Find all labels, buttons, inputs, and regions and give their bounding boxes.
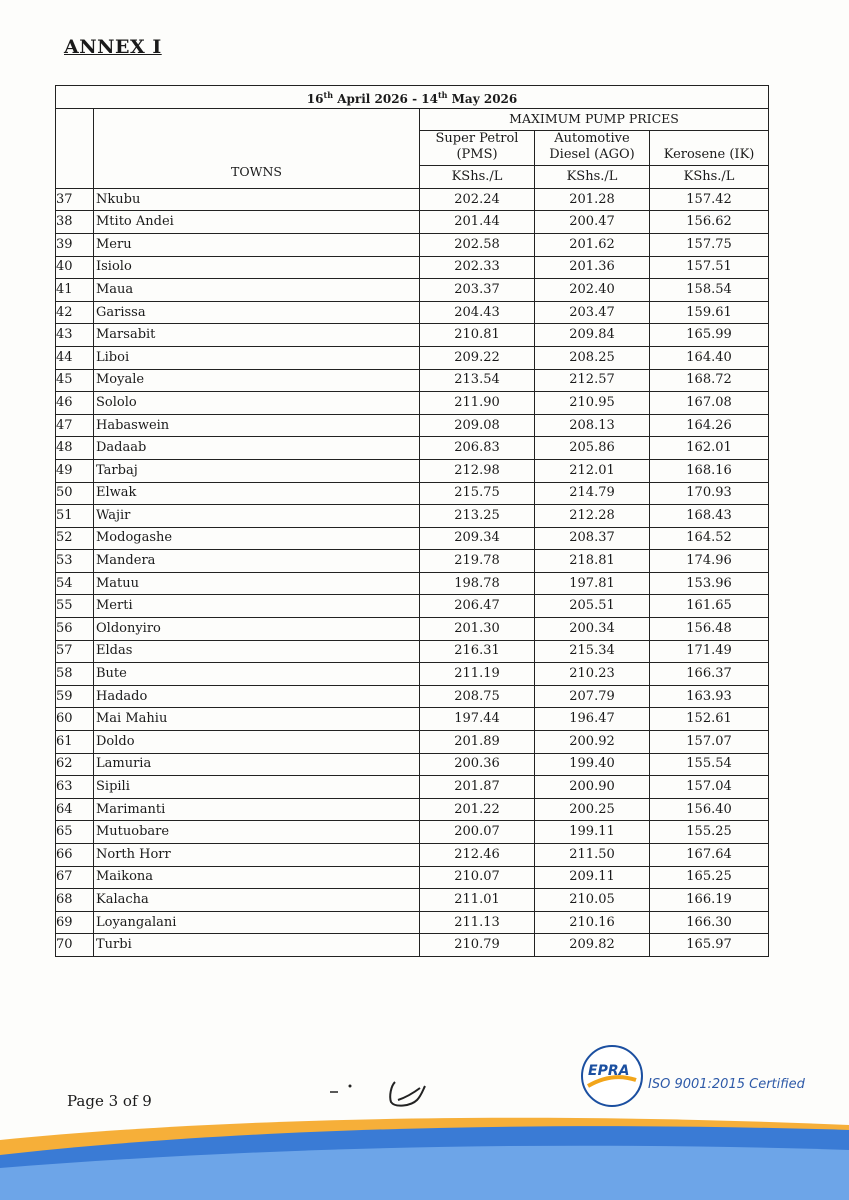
town-name: Maua	[94, 279, 420, 302]
table-row	[56, 844, 769, 867]
table-row	[56, 866, 769, 889]
pump-prices-table	[55, 85, 769, 957]
pms-price: 197.44	[420, 708, 535, 731]
pms-price: 203.37	[420, 279, 535, 302]
ago-price: 201.36	[535, 256, 650, 279]
town-name: Loyangalani	[94, 911, 420, 934]
table-row	[56, 595, 769, 618]
town-name: Mtito Andei	[94, 211, 420, 234]
ik-price: 163.93	[650, 685, 769, 708]
ik-price: 167.08	[650, 392, 769, 415]
town-name: Eldas	[94, 640, 420, 663]
town-name: Moyale	[94, 369, 420, 392]
pms-price: 216.31	[420, 640, 535, 663]
town-name: Matuu	[94, 572, 420, 595]
ago-price: 197.81	[535, 572, 650, 595]
ik-price: 157.04	[650, 776, 769, 799]
ik-price: 168.43	[650, 505, 769, 528]
town-name: Bute	[94, 663, 420, 686]
row-number: 56	[56, 618, 94, 641]
ik-price: 156.48	[650, 618, 769, 641]
ik-price: 166.30	[650, 911, 769, 934]
table-row	[56, 437, 769, 460]
row-number: 42	[56, 301, 94, 324]
iso-certification: ISO 9001:2015 Certified	[648, 1077, 805, 1092]
ago-price: 209.84	[535, 324, 650, 347]
ik-price: 161.65	[650, 595, 769, 618]
row-number: 40	[56, 256, 94, 279]
ik-price: 155.25	[650, 821, 769, 844]
table-row	[56, 618, 769, 641]
row-number: 52	[56, 527, 94, 550]
ik-price: 152.61	[650, 708, 769, 731]
table-row	[56, 776, 769, 799]
table-row	[56, 346, 769, 369]
town-name: Dadaab	[94, 437, 420, 460]
pms-price: 201.44	[420, 211, 535, 234]
row-number: 67	[56, 866, 94, 889]
ago-price: 200.47	[535, 211, 650, 234]
row-number: 41	[56, 279, 94, 302]
ik-price: 159.61	[650, 301, 769, 324]
row-number: 61	[56, 731, 94, 754]
table-row	[56, 301, 769, 324]
row-number: 62	[56, 753, 94, 776]
town-name: Marimanti	[94, 798, 420, 821]
ago-price: 200.34	[535, 618, 650, 641]
ago-price: 208.13	[535, 414, 650, 437]
row-number: 68	[56, 889, 94, 912]
ago-price: 196.47	[535, 708, 650, 731]
row-number: 44	[56, 346, 94, 369]
ago-price: 209.82	[535, 934, 650, 957]
ik-price: 165.25	[650, 866, 769, 889]
ik-price: 167.64	[650, 844, 769, 867]
ik-unit: KShs./L	[650, 166, 769, 189]
town-name: Turbi	[94, 934, 420, 957]
town-name: Meru	[94, 233, 420, 256]
ik-price: 157.75	[650, 233, 769, 256]
towns-header: TOWNS	[94, 108, 420, 188]
town-name: Garissa	[94, 301, 420, 324]
table-row	[56, 211, 769, 234]
group-header-row	[56, 108, 769, 131]
ago-unit: KShs./L	[535, 166, 650, 189]
ago-price: 210.95	[535, 392, 650, 415]
row-number: 43	[56, 324, 94, 347]
row-number: 64	[56, 798, 94, 821]
ago-price: 211.50	[535, 844, 650, 867]
town-name: Sololo	[94, 392, 420, 415]
pms-price: 211.19	[420, 663, 535, 686]
period-row	[56, 86, 769, 109]
town-name: Mandera	[94, 550, 420, 573]
row-number: 49	[56, 459, 94, 482]
row-number: 38	[56, 211, 94, 234]
pms-price: 215.75	[420, 482, 535, 505]
ago-price: 208.37	[535, 527, 650, 550]
town-name: Merti	[94, 595, 420, 618]
ik-price: 157.51	[650, 256, 769, 279]
ik-price: 156.40	[650, 798, 769, 821]
pms-price: 202.33	[420, 256, 535, 279]
table-row	[56, 572, 769, 595]
town-name: Sipili	[94, 776, 420, 799]
pms-price: 200.36	[420, 753, 535, 776]
ik-price: 158.54	[650, 279, 769, 302]
pms-price: 201.22	[420, 798, 535, 821]
town-name: Marsabit	[94, 324, 420, 347]
table-row	[56, 889, 769, 912]
ago-price: 200.90	[535, 776, 650, 799]
pms-price: 212.98	[420, 459, 535, 482]
pms-price: 198.78	[420, 572, 535, 595]
pms-price: 212.46	[420, 844, 535, 867]
ago-price: 205.51	[535, 595, 650, 618]
town-name: Habaswein	[94, 414, 420, 437]
table-row	[56, 233, 769, 256]
ik-price: 165.97	[650, 934, 769, 957]
ik-price: 171.49	[650, 640, 769, 663]
town-name: Modogashe	[94, 527, 420, 550]
pms-price: 210.81	[420, 324, 535, 347]
ago-price: 212.28	[535, 505, 650, 528]
ago-price: 214.79	[535, 482, 650, 505]
town-name: Oldonyiro	[94, 618, 420, 641]
pms-price: 201.30	[420, 618, 535, 641]
row-number: 50	[56, 482, 94, 505]
row-number: 58	[56, 663, 94, 686]
ik-price: 162.01	[650, 437, 769, 460]
row-number: 37	[56, 188, 94, 211]
ago-price: 218.81	[535, 550, 650, 573]
table-row	[56, 188, 769, 211]
ik-price: 153.96	[650, 572, 769, 595]
ago-price: 210.05	[535, 889, 650, 912]
table-row	[56, 731, 769, 754]
ago-price: 201.62	[535, 233, 650, 256]
ago-header: Automotive Diesel (AGO)	[535, 131, 650, 166]
table-row	[56, 324, 769, 347]
table-row	[56, 392, 769, 415]
ago-price: 202.40	[535, 279, 650, 302]
ik-price: 156.62	[650, 211, 769, 234]
row-number: 63	[56, 776, 94, 799]
town-name: Kalacha	[94, 889, 420, 912]
ik-header: Kerosene (IK)	[650, 131, 769, 166]
epra-logo-text: EPRA	[588, 1063, 630, 1079]
row-number: 57	[56, 640, 94, 663]
table-row	[56, 256, 769, 279]
max-pump-prices-header: MAXIMUM PUMP PRICES	[420, 108, 769, 131]
town-name: Hadado	[94, 685, 420, 708]
footer-wave-graphic	[0, 1090, 849, 1200]
pms-price: 200.07	[420, 821, 535, 844]
table-row	[56, 663, 769, 686]
table-row	[56, 640, 769, 663]
ago-price: 210.23	[535, 663, 650, 686]
ik-price: 170.93	[650, 482, 769, 505]
pms-price: 213.25	[420, 505, 535, 528]
pms-price: 210.79	[420, 934, 535, 957]
pms-price: 201.87	[420, 776, 535, 799]
town-name: Elwak	[94, 482, 420, 505]
town-name: Isiolo	[94, 256, 420, 279]
index-header-cell	[56, 108, 94, 188]
row-number: 59	[56, 685, 94, 708]
table-row	[56, 459, 769, 482]
pms-price: 213.54	[420, 369, 535, 392]
row-number: 54	[56, 572, 94, 595]
ik-price: 166.37	[650, 663, 769, 686]
pms-price: 208.75	[420, 685, 535, 708]
town-name: Tarbaj	[94, 459, 420, 482]
row-number: 51	[56, 505, 94, 528]
ik-price: 157.42	[650, 188, 769, 211]
town-name: Wajir	[94, 505, 420, 528]
ik-price: 166.19	[650, 889, 769, 912]
period-cell: 16th April 2026 - 14th May 2026	[56, 86, 769, 109]
ik-price: 168.72	[650, 369, 769, 392]
pms-price: 201.89	[420, 731, 535, 754]
annex-title: ANNEX I	[64, 36, 162, 58]
row-number: 60	[56, 708, 94, 731]
ago-price: 203.47	[535, 301, 650, 324]
town-name: North Horr	[94, 844, 420, 867]
table-row	[56, 527, 769, 550]
table-row	[56, 685, 769, 708]
town-name: Mai Mahiu	[94, 708, 420, 731]
table-row	[56, 279, 769, 302]
ago-price: 201.28	[535, 188, 650, 211]
row-number: 55	[56, 595, 94, 618]
page-number: Page 3 of 9	[67, 1092, 152, 1110]
town-name: Nkubu	[94, 188, 420, 211]
table-row	[56, 550, 769, 573]
row-number: 66	[56, 844, 94, 867]
table-row	[56, 369, 769, 392]
pms-price: 211.90	[420, 392, 535, 415]
pms-price: 204.43	[420, 301, 535, 324]
ago-price: 212.01	[535, 459, 650, 482]
ago-price: 199.40	[535, 753, 650, 776]
ik-price: 157.07	[650, 731, 769, 754]
ik-price: 155.54	[650, 753, 769, 776]
ago-price: 199.11	[535, 821, 650, 844]
table-row	[56, 414, 769, 437]
pms-price: 206.83	[420, 437, 535, 460]
pms-price: 209.22	[420, 346, 535, 369]
ago-price: 212.57	[535, 369, 650, 392]
pms-price: 209.08	[420, 414, 535, 437]
ik-price: 164.26	[650, 414, 769, 437]
ago-price: 210.16	[535, 911, 650, 934]
row-number: 48	[56, 437, 94, 460]
row-number: 39	[56, 233, 94, 256]
pms-price: 206.47	[420, 595, 535, 618]
town-name: Doldo	[94, 731, 420, 754]
table-row	[56, 934, 769, 957]
pms-unit: KShs./L	[420, 166, 535, 189]
ago-price: 200.25	[535, 798, 650, 821]
pms-header: Super Petrol (PMS)	[420, 131, 535, 166]
row-number: 46	[56, 392, 94, 415]
row-number: 47	[56, 414, 94, 437]
row-number: 65	[56, 821, 94, 844]
row-number: 53	[56, 550, 94, 573]
row-number: 69	[56, 911, 94, 934]
ago-price: 215.34	[535, 640, 650, 663]
ago-price: 207.79	[535, 685, 650, 708]
ik-price: 174.96	[650, 550, 769, 573]
table-row	[56, 911, 769, 934]
table-row	[56, 753, 769, 776]
row-number: 45	[56, 369, 94, 392]
row-number: 70	[56, 934, 94, 957]
pms-price: 210.07	[420, 866, 535, 889]
town-name: Mutuobare	[94, 821, 420, 844]
ago-price: 205.86	[535, 437, 650, 460]
pms-price: 209.34	[420, 527, 535, 550]
ago-price: 208.25	[535, 346, 650, 369]
town-name: Maikona	[94, 866, 420, 889]
ago-price: 200.92	[535, 731, 650, 754]
ago-price: 209.11	[535, 866, 650, 889]
table-row	[56, 798, 769, 821]
ik-price: 164.40	[650, 346, 769, 369]
town-name: Lamuria	[94, 753, 420, 776]
pms-price: 211.13	[420, 911, 535, 934]
pms-price: 202.58	[420, 233, 535, 256]
ik-price: 165.99	[650, 324, 769, 347]
table-row	[56, 821, 769, 844]
pms-price: 211.01	[420, 889, 535, 912]
pms-price: 202.24	[420, 188, 535, 211]
ik-price: 168.16	[650, 459, 769, 482]
pms-price: 219.78	[420, 550, 535, 573]
table-row	[56, 708, 769, 731]
table-row	[56, 482, 769, 505]
table-row	[56, 505, 769, 528]
ik-price: 164.52	[650, 527, 769, 550]
town-name: Liboi	[94, 346, 420, 369]
